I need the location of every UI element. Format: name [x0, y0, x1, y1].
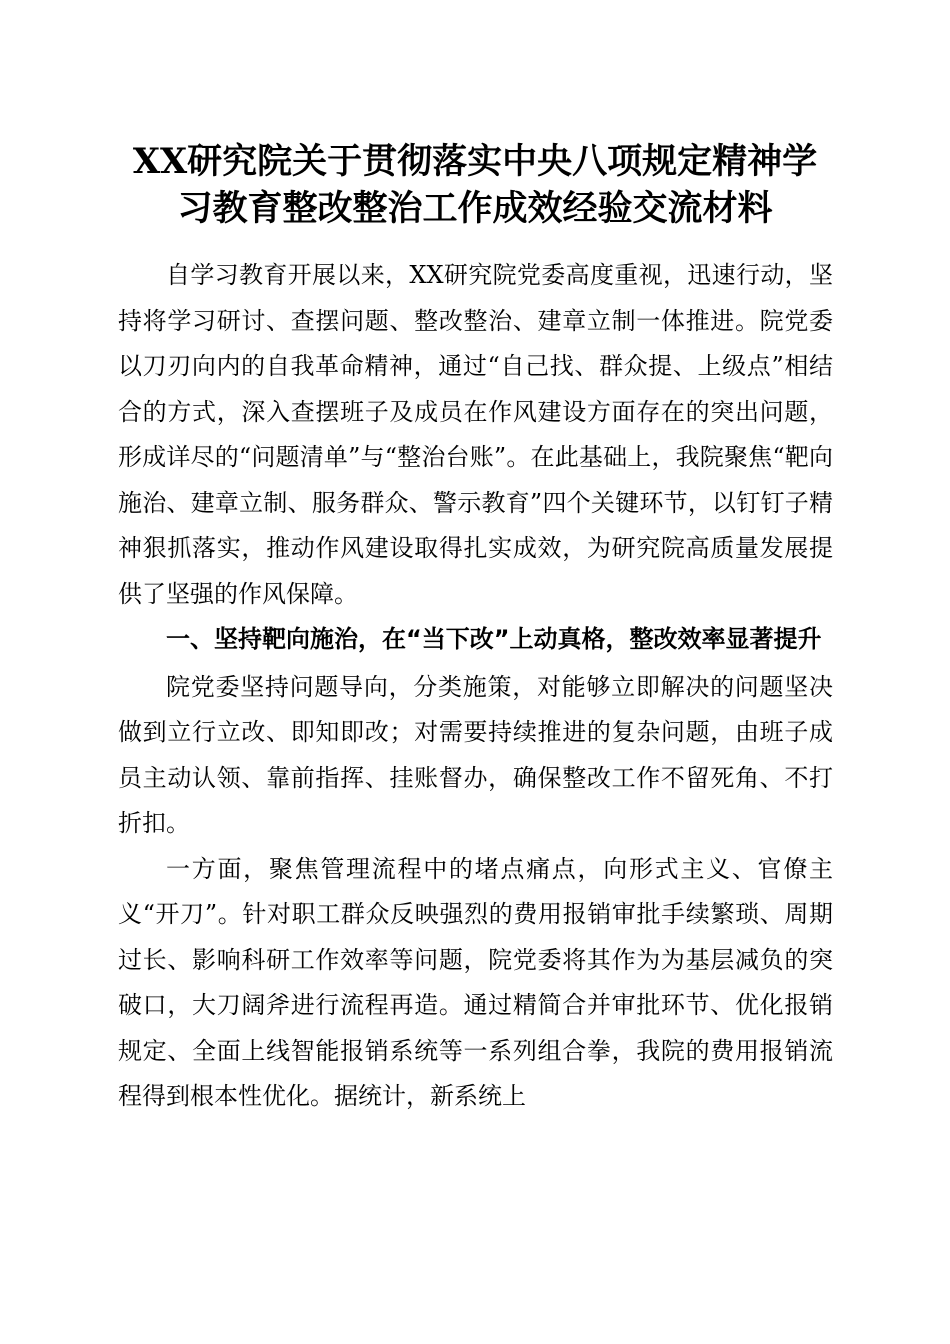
intro-paragraph: 自学习教育开展以来，XX研究院党委高度重视，迅速行动，坚持将学习研讨、查摆问题、整改整治、建章立制一体推进。院党委以刀刃向内的自我革命精神，通过“自己找、群众提、上级点”相结合的方式，深入查摆班子及成员在作风建设方面存在的突出问题，形成详尽的“问题清单”与“整治台账”。在此基础上，我院聚焦“靶向施治、建章立制、服务群众、警示教育”四个关键环节，以钉钉子精神狠抓落实，推动作风建设取得扎实成效，为研究院高质量发展提供了坚强的作风保障。	[118, 261, 833, 608]
section-heading-1: 一、坚持靶向施治，在“当下改”上动真格，整改效率显著提升	[166, 625, 822, 653]
document-body	[118, 253, 833, 1120]
section-1-paragraph-2: 一方面，聚焦管理流程中的堵点痛点，向形式主义、官僚主义“开刀”。针对职工群众反映强烈的费用报销审批手续繁琐、周期过长、影响科研工作效率等问题，院党委将其作为为基层减负的突破口，大刀阔斧进行流程再造。通过精简合并审批环节、优化报销规定、全面上线智能报销系统等一系列组合拳，我院的费用报销流程得到根本性优化。据统计，新系统上	[118, 854, 833, 1110]
title-line-2: 习教育整改整治工作成效经验交流材料	[177, 188, 773, 229]
section-1-paragraph-1: 院党委坚持问题导向，分类施策，对能够立即解决的问题坚决做到立行立改、即知即改；对需要持续推进的复杂问题，由班子成员主动认领、靠前指挥、挂账督办，确保整改工作不留死角、不打折扣。	[118, 672, 833, 837]
document-title	[100, 138, 850, 232]
title-line-1: XX研究院关于贯彻落实中央八项规定精神学	[132, 141, 818, 182]
